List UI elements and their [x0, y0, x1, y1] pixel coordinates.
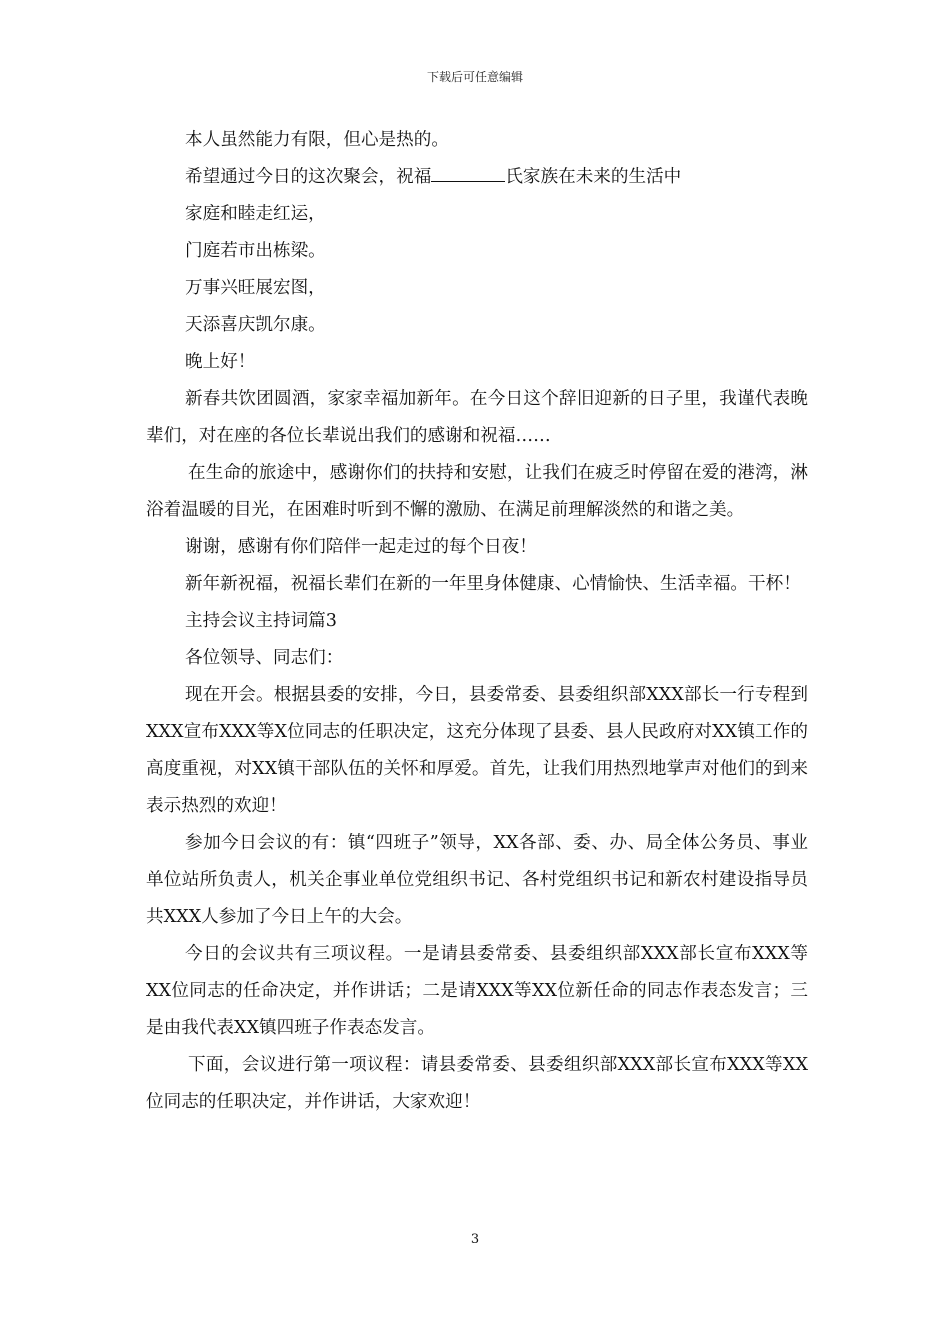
page-header-note: 下载后可任意编辑 [426, 70, 523, 84]
paragraph: 现在开会。根据县委的安排，今日，县委常委、县委组织部XXX部长一行专程到XXX宣布XXX等X位同志的任职决定，这充分体现了县委、县人民政府对XX镇工作的高度重视，对XX镇干部队伍的关怀和厚爱。首先，让我们用热烈地掌声对他们的到来表示热烈的欢迎！ [146, 685, 808, 816]
paragraph: 新年新祝福，祝福长辈们在新的一年里身体健康、心情愉快、生活幸福。干杯！ [185, 574, 801, 594]
paragraph: 家庭和睦走红运， [185, 204, 326, 224]
paragraph: 晚上好！ [185, 352, 256, 372]
paragraph-text-before-blank: 希望通过今日的这次聚会，祝福 [185, 167, 432, 187]
paragraph: 谢谢，感谢有你们陪伴一起走过的每个日夜！ [185, 537, 537, 557]
paragraph: 在生命的旅途中，感谢你们的扶持和安慰，让我们在疲乏时停留在爱的港湾，淋浴着温暖的目光，在困难时听到不懈的激励、在满足前理解淡然的和谐之美。 [146, 463, 808, 520]
paragraph: 下面，会议进行第一项议程：请县委常委、县委组织部XXX部长宣布XXX等XX位同志的任职决定，并作讲话，大家欢迎！ [146, 1055, 808, 1112]
paragraph: 万事兴旺展宏图， [185, 278, 326, 298]
section-heading: 主持会议主持词篇3 [185, 611, 337, 631]
paragraph: 新春共饮团圆酒，家家幸福加新年。在今日这个辞旧迎新的日子里，我谨代表晚辈们，对在座的各位长辈说出我们的感谢和祝福…… [146, 389, 808, 446]
paragraph: 参加今日会议的有：镇“四班子”领导，XX各部、委、办、局全体公务员、事业单位站所负责人，机关企事业单位党组织书记、各村党组织书记和新农村建设指导员共XXX人参加了今日上午的大会。 [146, 833, 808, 927]
paragraph: 本人虽然能力有限，但心是热的。 [185, 130, 449, 150]
document-body [146, 122, 808, 1121]
paragraph-with-blank [146, 159, 808, 196]
salutation: 各位领导、同志们： [185, 648, 344, 668]
paragraph: 今日的会议共有三项议程。一是请县委常委、县委组织部XXX部长宣布XXX等XX位同志的任命决定，并作讲话；二是请XXX等XX位新任命的同志作表态发言；三是由我代表XX镇四班子作表态发言。 [146, 944, 808, 1038]
paragraph: 天添喜庆凯尔康。 [185, 315, 326, 335]
page-number: 3 [470, 1232, 480, 1247]
fill-in-blank [431, 167, 505, 182]
paragraph: 门庭若市出栋梁。 [185, 241, 326, 261]
paragraph-text-after-blank: 氏家族在未来的生活中 [505, 167, 682, 187]
